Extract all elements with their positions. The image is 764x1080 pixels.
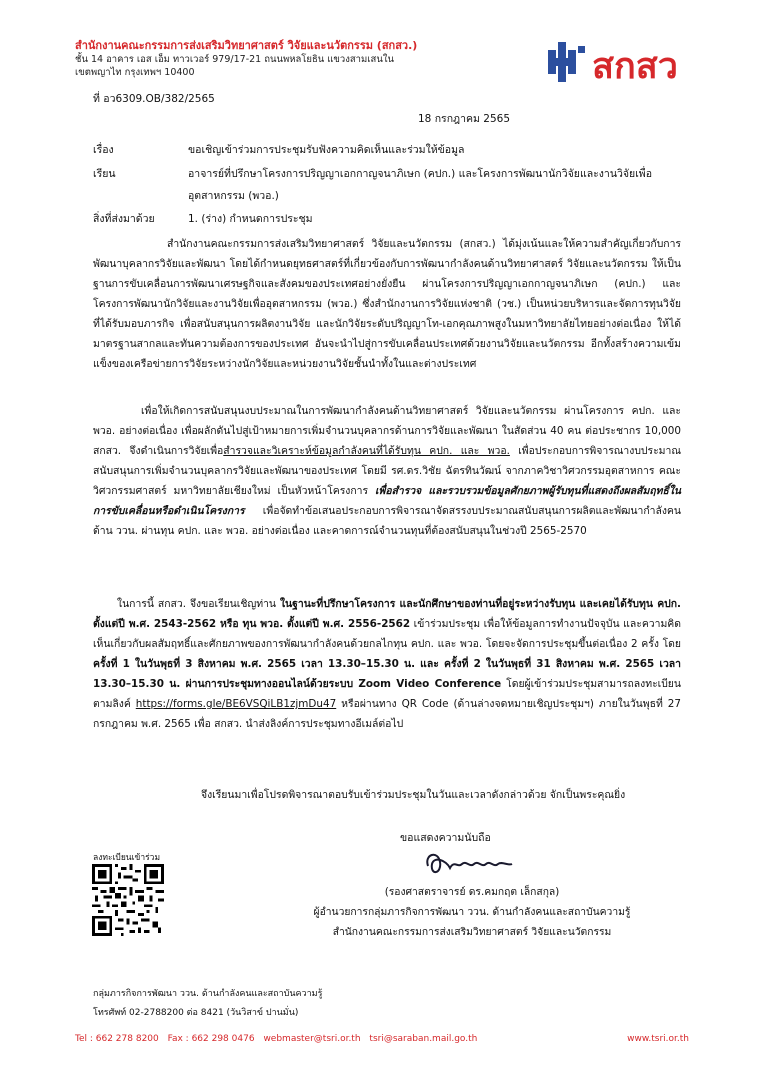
footer-tel: Tel : 662 278 8200 [75, 1034, 159, 1044]
p3-text-c: เข้าร่วมประชุม เพื่อให้ข้อมูลการทำงานปัจจุบัน และความคิดเห็นเกี่ยวกับผลสัมฤทธิ์และศักยภาพของการพัฒนากำลังคนด้วยกลไกทุน คปก. และ พวอ. โดยจะจัดการประชุมขึ้นต่อเนื่อง 2 ครั้ง โดย [93, 618, 681, 650]
paragraph-4 [93, 785, 681, 805]
org-name: สำนักงานคณะกรรมการส่งเสริมวิทยาศาสตร์ วิจัยและนวัตกรรม (สกสว.) [75, 39, 418, 52]
reference-number: ที่ อว6309.OB/382/2565 [93, 93, 215, 105]
department-contact [93, 985, 322, 1023]
signer-title-1: ผู้อำนวยการกลุ่มภารกิจการพัฒนา ววน. ด้านกำลังคนและสถาบันความรู้ [313, 906, 631, 918]
p3-text-e: หรือผ่านทาง QR Code (ด้านล่างจดหมายเชิญประชุมฯ) ภายในวันพุธที่ 27 กรกฎาคม พ.ศ. 2565 เพื่อ สกสว. นำส่งลิงค์การประชุมทางอีเมล์ต่อไป [93, 698, 681, 730]
paragraph-4-text: จึงเรียนมาเพื่อโปรดพิจารณาตอบรับเข้าร่วมประชุมในวันและเวลาดังกล่าวด้วย จักเป็นพระคุณยิ่ง [201, 789, 626, 801]
org-address [75, 53, 394, 79]
p2-text-a: เพื่อให้เกิดการสนับสนุนงบประมาณในการพัฒนากำลังคนด้านวิทยาศาสตร์ วิจัยและนวัตกรรม ผ่านโครงการ คปก. และ พวอ. อย่างต่อเนื่อง เพื่อผลักดันไปสู่เป้าหมายการเพิ่มจำนวนบุคลากรด้านการวิจัยและพัฒนา ในสัดส่วน 40 คน ต่อประชากร 10,000 สกสว. จึงดำเนินการวิจัยเพื่อ [93, 405, 681, 457]
p2-text-b: เพื่อประกอบการพิจารณางบประมาณสนับสนุนการเพิ่มจำนวนบุคลากรวิจัยและพัฒนาของประเทศ โดยมี รศ.ดร.วิชัย ฉัตรทินวัฒน์ จากภาควิชาวิศวกรรมอุตสาหการ คณะวิศวกรรมศาสตร์ มหาวิทยาลัยเชียงใหม่ เป็นหัวหน้าโครงการ [93, 445, 682, 497]
signer-block [262, 882, 682, 942]
footer [75, 1034, 695, 1044]
enclosure-text: 1. (ร่าง) กำหนดการประชุม [188, 213, 313, 225]
department-line-1: กลุ่มภารกิจการพัฒนา ววน. ด้านกำลังคนและสถาบันความรู้ [93, 989, 323, 999]
paragraph-2 [93, 401, 681, 541]
p2-text-c: เพื่อจัดทำข้อเสนอประกอบการพิจารณาจัดสรรงบประมาณสนับสนุนการผลิตและพัฒนากำลังคนด้าน ววน. ผ่านทุน คปก. และ พวอ. อย่างต่อเนื่อง และคาดการณ์จำนวนทุนที่ต้องสนับสนุนในช่วงปี 2565-2570 [93, 505, 681, 537]
footer-website[interactable]: www.tsri.or.th [627, 1034, 689, 1044]
p3-text-a: ในการนี้ สกสว. จึงขอเรียนเชิญท่าน [117, 598, 280, 610]
signer-name: (รองศาสตราจารย์ ดร.คมกฤต เล็กสกุล) [384, 886, 560, 898]
p2-bold-italic: เพื่อสำรวจ และรวบรวมข้อมูลศักยภาพผู้รับทุนที่แสดงถึงผลสัมฤทธิ์ในการขับเคลื่อนหรือดำเนินโครงการ [93, 485, 681, 517]
paragraph-3 [93, 594, 681, 734]
paragraph-1-text: สำนักงานคณะกรรมการส่งเสริมวิทยาศาสตร์ วิจัยและนวัตกรรม (สกสว.) ได้มุ่งเน้นและให้ความสำคัญเกี่ยวกับการพัฒนาบุคลากรวิจัยและพัฒนา โดยได้กำหนดยุทธศาสตร์ที่เกี่ยวข้องกับการพัฒนากำลังคนด้านวิทยาศาสตร์ วิจัยและนวัตกรรม ให้เป็นฐานการขับเคลื่อนการพัฒนาเศรษฐกิจและสังคมของประเทศอย่างยั่งยืน ผ่านโครงการปริญญาเอกกาญจนาภิเษก (คปก.) และโครงการพัฒนานักวิจัยและงานวิจัยเพื่ออุตสาหกรรม (พวอ.) ซึ่งสำนักงานการวิจัยแห่งชาติ (วช.) เป็นหน่วยบริหารและจัดการทุนวิจัยที่ได้รับมอบภารกิจ เพื่อสนับสนุนการผลิตงานวิจัย และนักวิจัยระดับปริญญาโท-เอกคุณภาพสูงในมหาวิทยาลัยไทยอย่างต่อเนื่อง ให้ได้มาตรฐานสากลและทันความต้องการของประเทศ อันจะนำไปสู่การขับเคลื่อนประเทศด้วยงานวิจัยและนวัตกรรม อีกทั้งสร้างความเข้มแข็งของเครือข่ายการวิจัยระหว่างนักวิจัยและหน่วยงานวิจัยชั้นนำทั้งในและต่างประเทศ [93, 238, 681, 370]
p2-underlined: สำรวจและวิเคราะห์ข้อมูลกำลังคนที่ได้รับทุน คปก. และ พวอ. [223, 445, 510, 457]
footer-fax: Fax : 662 298 0476 [167, 1034, 255, 1044]
department-line-2: โทรศัพท์ 02-2788200 ต่อ 8421 (วันวิสาข์ ปานมั่น) [93, 1008, 299, 1018]
signer-title-2: สำนักงานคณะกรรมการส่งเสริมวิทยาศาสตร์ วิจัยและนวัตกรรม [332, 926, 612, 938]
p3-bold-1: ในฐานะที่ปรึกษาโครงการ และนักศึกษาของท่านที่อยู่ระหว่างรับทุน และเคยได้รับทุน คปก. ตั้งแต่ปี พ.ศ. 2543-2562 หรือ ทุน พวอ. ตั้งแต่ปี พ.ศ. 2556-2562 [93, 598, 681, 630]
enclosure-label: สิ่งที่ส่งมาด้วย [93, 213, 155, 225]
qr-code[interactable] [92, 864, 164, 936]
to-line-1: อาจารย์ที่ปรึกษาโครงการปริญญาเอกกาญจนาภิเษก (คปก.) และโครงการพัฒนานักวิจัยและงานวิจัยเพื่อ [188, 168, 653, 180]
footer-email-2[interactable]: tsri@saraban.mail.go.th [369, 1034, 478, 1044]
address-line-1: ชั้น 14 อาคาร เอส เอ็ม ทาวเวอร์ 979/17-21 ถนนพหลโยธิน แขวงสามเสนใน [75, 54, 394, 65]
to-label: เรียน [93, 168, 116, 180]
letter-date: 18 กรกฎาคม 2565 [418, 113, 511, 125]
logo-text: สกสว [592, 46, 678, 86]
p3-text-d: โดยผู้เข้าร่วมประชุมสามารถลงทะเบียนตามลิงค์ [93, 678, 681, 710]
registration-link[interactable]: https://forms.gle/BE6VSQiLB1zjmDu47 [135, 698, 337, 710]
tsri-logo [548, 38, 698, 86]
p3-bold-2: ครั้งที่ 1 ในวันพุธที่ 3 สิงหาคม พ.ศ. 2565 เวลา 13.30–15.30 น. และ ครั้งที่ 2 ในวันพุธที่ 31 สิงหาคม พ.ศ. 2565 เวลา 13.30–15.30 น. ผ่านการประชุมทางออนไลน์ด้วยระบบ Zoom Video Conference [93, 658, 681, 690]
subject-label: เรื่อง [93, 144, 114, 156]
footer-email-1[interactable]: webmaster@tsri.or.th [263, 1034, 361, 1044]
registration-label: ลงทะเบียนเข้าร่วม [93, 853, 161, 863]
to-line-2: อุตสาหกรรม (พวอ.) [188, 190, 279, 202]
paragraph-1 [93, 234, 681, 374]
subject-text: ขอเชิญเข้าร่วมการประชุมรับฟังความคิดเห็นและร่วมให้ข้อมูล [188, 144, 465, 156]
closing-text: ขอแสดงความนับถือ [400, 832, 491, 844]
address-line-2: เขตพญาไท กรุงเทพฯ 10400 [75, 67, 195, 78]
signature-image [420, 846, 516, 880]
